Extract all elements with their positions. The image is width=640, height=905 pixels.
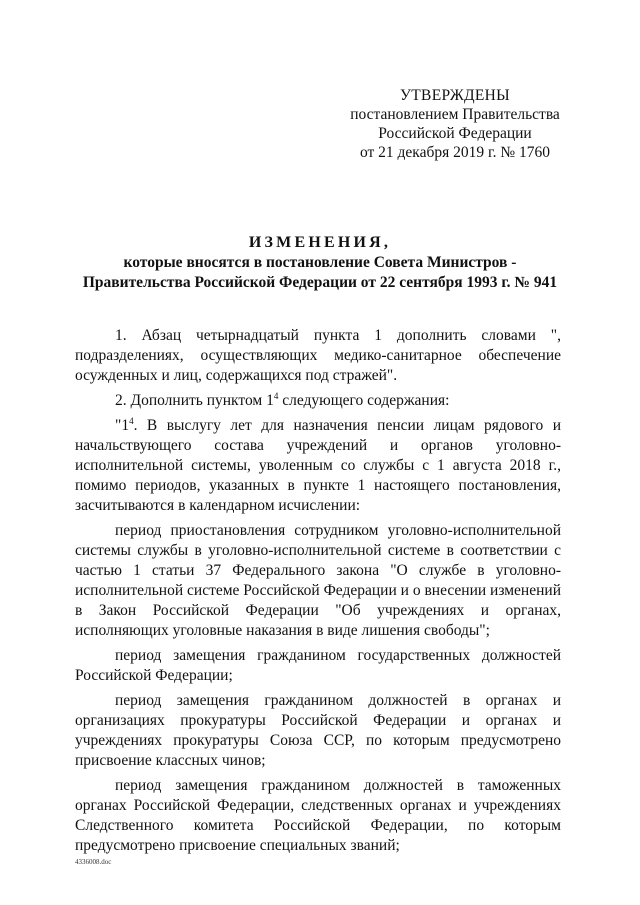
footer-filename: 4336008.doc bbox=[75, 858, 112, 866]
title-main: ИЗМЕНЕНИЯ, bbox=[248, 234, 392, 251]
paragraph-3-text: . В выслугу лет для назначения пенсии лицам рядового и начальствующего состава учреждений и органов уголовно-исполнительной системы, уволенным со службы с 1 августа 2018 г., помимо периодов, указанных в пункте 1 настоящего постановления, засчитываются в календарном исчислении: bbox=[75, 417, 561, 514]
paragraph-2-superscript: 4 bbox=[273, 391, 279, 401]
document-body bbox=[75, 326, 561, 861]
approval-line-2: Российской Федерации bbox=[378, 125, 532, 142]
paragraph-2-text-a: 2. Дополнить пунктом 1 bbox=[115, 392, 274, 409]
paragraph-3 bbox=[75, 416, 561, 516]
paragraph-6: период замещения гражданином должностей в органах и организациях прокуратуры Российской Федерации и органах и учреждениях прокуратуры Союза ССР, по которым предусмотрено присвоение классных чинов; bbox=[75, 692, 561, 769]
paragraph-3-superscript: 4 bbox=[129, 416, 134, 426]
approval-line-3: от 21 декабря 2019 г. № 1760 bbox=[359, 144, 551, 161]
title-subtitle-1: которые вносятся в постановление Совета Министров - bbox=[123, 254, 517, 271]
paragraph-2-text-b: следующего содержания: bbox=[278, 392, 450, 409]
approval-line-1: постановлением Правительства bbox=[350, 106, 560, 123]
paragraph-2 bbox=[75, 391, 561, 411]
title-subtitle-2: Правительства Российской Федерации от 22 сентября 1993 г. № 941 bbox=[82, 274, 558, 291]
paragraph-1: 1. Абзац четырнадцатый пункта 1 дополнить словами ", подразделениях, осуществляющих медико-санитарное обеспечение осужденных и лиц, содержащихся под стражей". bbox=[75, 327, 561, 384]
paragraph-7: период замещения гражданином должностей в таможенных органах Российской Федерации, следственных органах и учреждениях Следственного комитета Российской Федерации, по которым предусмотрено присвоение специальных званий; bbox=[75, 777, 561, 854]
approval-heading: УТВЕРЖДЕНЫ bbox=[400, 87, 510, 104]
paragraph-5: период замещения гражданином государственных должностей Российской Федерации; bbox=[75, 647, 561, 684]
approval-stamp bbox=[330, 86, 580, 162]
paragraph-3-open: "1 bbox=[115, 417, 130, 434]
paragraph-4: период приостановления сотрудником уголовно-исполнительной системы службы в уголовно-исполнительной системе в соответствии с частью 1 статьи 37 Федерального закона "О службе в уголовно-исполнительной системе Российской Федерации и о внесении изменений в Закон Российской Федерации "Об учреждениях и органах, исполняющих уголовные наказания в виде лишения свободы"; bbox=[75, 522, 561, 639]
document-title bbox=[60, 233, 580, 293]
